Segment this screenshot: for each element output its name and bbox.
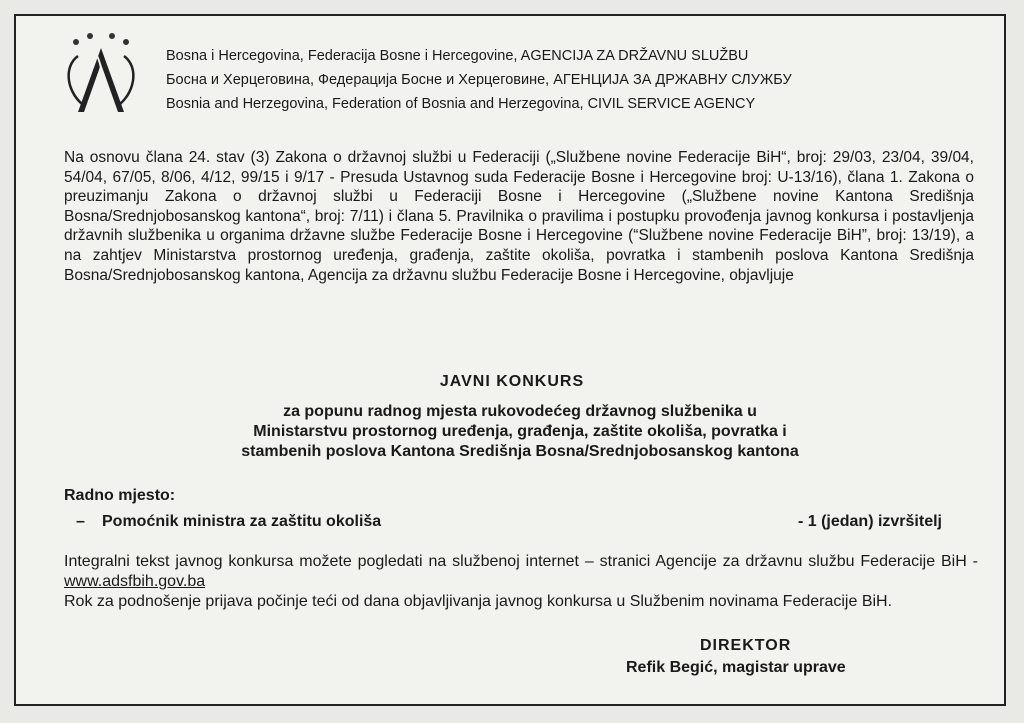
position-name: Pomoćnik ministra za zaštitu okoliša <box>102 513 382 530</box>
position-row <box>76 513 942 531</box>
notice-title: JAVNI KONKURS <box>439 373 585 390</box>
subtitle-line-2: Ministarstvu prostornog uređenja, građenja, zaštite okoliša, povratka i <box>253 423 787 440</box>
info-text-1: Integralni tekst javnog konkursa možete pogledati na službenoj internet – stranici Agencije za državnu službu Federacije BiH - <box>64 553 978 570</box>
subtitle-line-1: za popunu radnog mjesta rukovodećeg državnog službenika u <box>283 403 757 420</box>
position-label: Radno mjesto: <box>64 487 176 504</box>
position-dash: – <box>76 513 85 530</box>
info-paragraph <box>64 552 978 612</box>
subtitle-line-3: stambenih poslova Kantona Središnja Bosna/Srednjobosanskog kantona <box>241 443 799 460</box>
website-link[interactable]: www.adsfbih.gov.ba <box>64 573 206 590</box>
header-line-english: Bosnia and Herzegovina, Federation of Bosnia and Herzegovina, CIVIL SERVICE AGENCY <box>166 96 756 112</box>
notice-subtitle <box>140 402 900 462</box>
agency-header <box>166 44 792 116</box>
position-count: - 1 (jedan) izvršitelj <box>797 513 942 530</box>
header-line-serbian: Босна и Херцеговина, Федерација Босне и Херцеговине, АГЕНЦИЈА ЗА ДРЖАВНУ СЛУЖБУ <box>166 72 792 88</box>
signature-name: Refik Begić, magistar uprave <box>626 659 846 676</box>
intro-paragraph: Na osnovu člana 24. stav (3) Zakona o državnoj službi u Federaciji („Službene novine Federacije BiH“, broj: 29/03, 23/04, 39/04, 54/04, 67/05, 8/06, 4/12, 99/15 i 9/17 - Presuda Ustavnog suda Federacije Bosne i Hercegovine broj: U-13/16), člana 1. Zakona o preuzimanju Zakona o državnoj službi u Federaciji Bosne i Hercegovine („Službene novine Kantona Središnja Bosna/Srednjobosanskog kantona“, broj: 7/11) i člana 5. Pravilnika o pravilima i postupku provođenja javnog konkursa i postavljenja državnih službenika u organima državne službe Federacije Bosne i Hercegovine (“Službene novine Federacije BiH”, broj: 13/19), a na zahtjev Ministarstva prostornog uređenja, građenja, zaštite okoliša, povratka i stambenih poslova Kantona Središnja Bosna/Srednjobosanskog kantona, Agencija za državnu službu Federacije Bosne i Hercegovine, objavljuje <box>64 149 974 284</box>
agency-logo-icon <box>56 30 146 120</box>
info-text-2: Rok za podnošenje prijava počinje teći od dana objavljivanja javnog konkursa u Službenim novinama Federacije BiH. <box>64 593 893 610</box>
header-line-bosnian: Bosna i Hercegovina, Federacija Bosne i Hercegovine, AGENCIJA ZA DRŽAVNU SLUŽBU <box>166 48 749 64</box>
signature-title: DIREKTOR <box>700 637 792 654</box>
